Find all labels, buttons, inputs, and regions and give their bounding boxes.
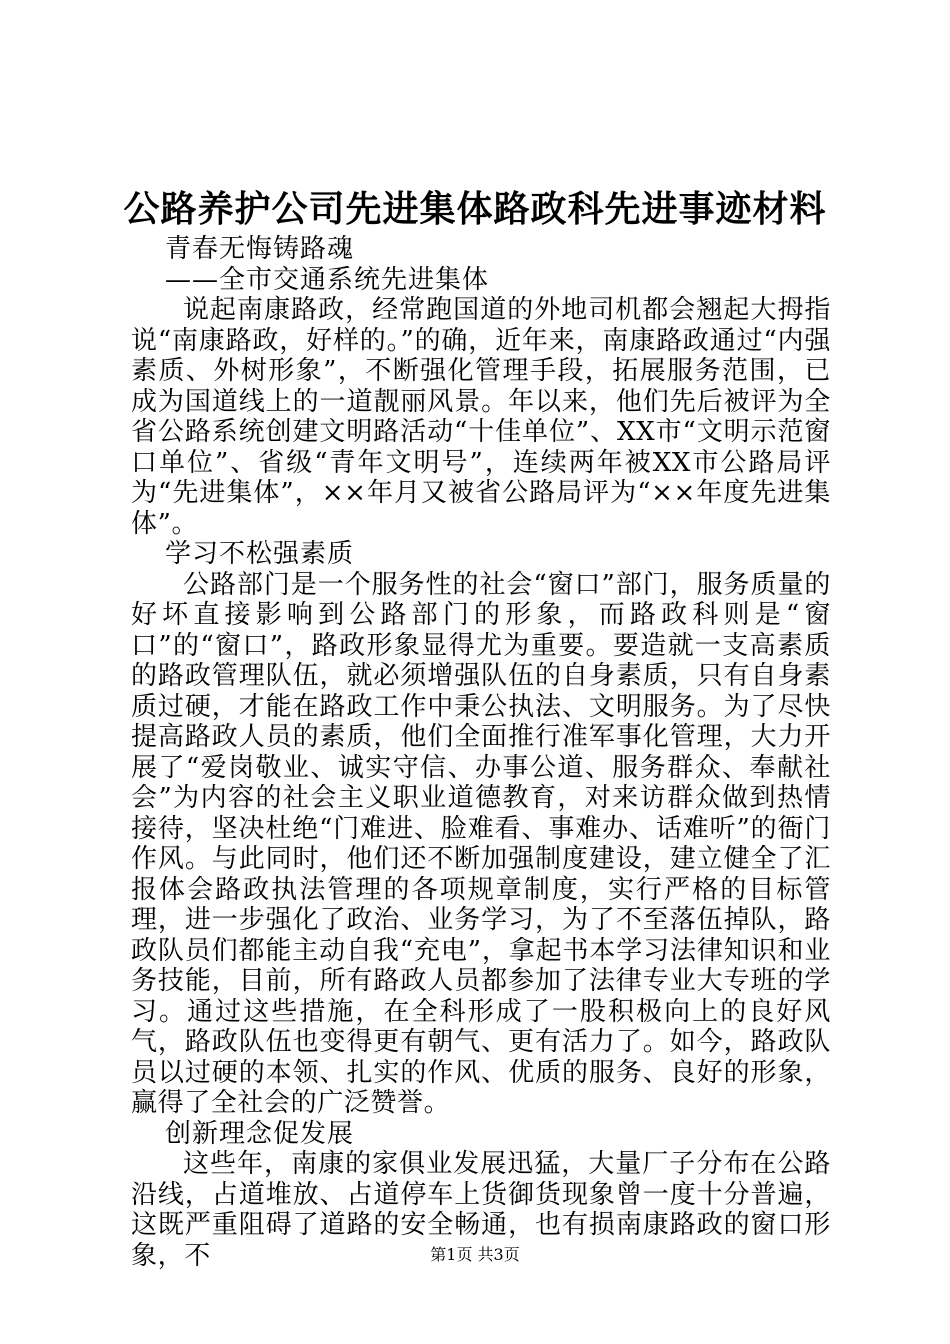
- subtitle-honor: ——全市交通系统先进集体: [165, 264, 490, 295]
- paragraph-study: 公路部门是一个服务性的社会“窗口”部门，服务质量的好坏直接影响到公路部门的形象，而路政科则是“窗口”的“窗口”，路政形象显得尤为重要。要造就一支高素质的路政管理队伍，就必须增强队伍的自身素质，只有自身素质过硬，才能在路政工作中秉公执法、文明服务。为了尽快提高路政人员的素质，他们全面推行准军事化管理，大力开展了“爱岗敬业、诚实守信、办事公道、服务群众、奉献社会”为内容的社会主义职业道德教育，对来访群众做到热情接待，坚决杜绝“门难进、脸难看、事难办、话难听”的衙门作风。与此同时，他们还不断加强制度建设，建立健全了汇报体会路政执法管理的各项规章制度，实行严格的目标管理，进一步强化了政治、业务学习，为了不至落伍掉队，路政队员们都能主动自我“充电”，拿起书本学习法律知识和业务技能，目前，所有路政人员都参加了法律专业大专班的学习。通过这些措施，在全科形成了一股积极向上的良好风气，路政队伍也变得更有朝气、更有活力了。如今，路政队员以过硬的本领、扎实的作风、优质的服务、良好的形象，赢得了全社会的广泛赞誉。: [131, 569, 831, 1118]
- document-body: [131, 234, 831, 1271]
- subtitle-slogan: 青春无悔铸路魂: [165, 234, 355, 264]
- document-title: 公路养护公司先进集体路政科先进事迹材料: [123, 188, 827, 230]
- section-heading-study: 学习不松强素质: [165, 539, 355, 569]
- page-footer: 第1页 共3页: [430, 1245, 520, 1264]
- paragraph-innovation: 这些年，南康的家俱业发展迅猛，大量厂子分布在公路沿线，占道堆放、占道停车上货御货现象曾一度十分普遍，这既严重阻碍了道路的安全畅通，也有损南康路政的窗口形象，不: [131, 1149, 831, 1271]
- paragraph-intro: 说起南康路政，经常跑国道的外地司机都会翘起大拇指说“南康路政，好样的。”的确，近年来，南康路政通过“内强素质、外树形象”，不断强化管理手段，拓展服务范围，已成为国道线上的一道靓丽风景。年以来，他们先后被评为全省公路系统创建文明路活动“十佳单位”、XX市“文明示范窗口单位”、省级“青年文明号”，连续两年被XX市公路局评为“先进集体”，××年月又被省公路局评为“××年度先进集体”。: [131, 295, 831, 539]
- section-heading-innovation: 创新理念促发展: [165, 1118, 355, 1149]
